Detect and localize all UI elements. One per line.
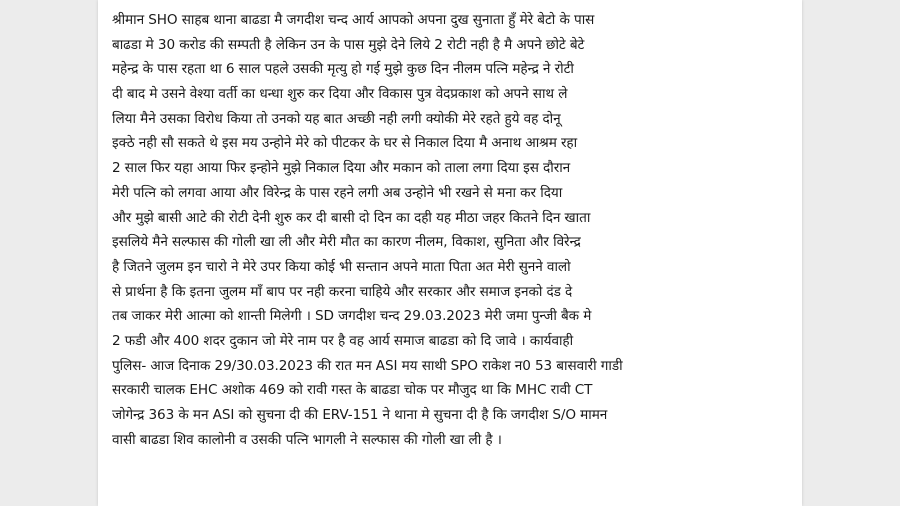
document-page — [98, 0, 802, 506]
document-text — [112, 8, 794, 452]
text-line: लिया मैने उसका विरोध किया तो उनको यह बात अच्छी नही लगी क्योकी मेरे रहते हुये वह दोनू — [112, 110, 561, 127]
text-line: सरकारी चालक EHC अशोक 469 को रावी गस्त के बाढडा चोक पर मौजुद था कि MHC रावी CT — [112, 382, 593, 399]
text-line: से प्रार्थना है कि इतना जुलम माँ बाप पर नही करना चाहिये और सरकार और समाज इनको दंड दे — [112, 283, 573, 300]
text-line: इक्ठे नही सौ सकते थे इस मय उन्होने मेरे को पीटकर के घर से निकाल दिया मै अनाथ आश्रम रहा — [112, 135, 578, 152]
text-line: तब जाकर मेरी आत्मा को शान्ती मिलेगी । SD जगदीश चन्द 29.03.2023 मेरी जमा पुन्जी बैक मे — [112, 308, 592, 325]
text-line: और मुझे बासी आटे की रोटी देनी शुरु कर दी बासी दो दिन का दही यह मीठा जहर कितने दिन खाता — [112, 209, 591, 226]
text-line: 2 फडी और 400 शदर दुकान जो मेरे नाम पर है वह आर्य समाज बाढडा को दि जावे । कार्यवाही — [112, 332, 574, 349]
text-line: इसलिये मैने सल्फास की गोली खा ली और मेरी मौत का कारण नीलम, विकाश, सुनिता और विरेन्द्र — [112, 234, 581, 251]
text-line: जोगेन्द्र 363 के मन ASI को सुचना दी की ERV-151 ने थाना मे सुचना दी है कि जगदीश S/O मामन — [112, 407, 608, 423]
text-line: महेन्द्र के पास रहता था 6 साल पहले उसकी मृत्यु हो गई मुझे कुछ दिन नीलम पत्नि महेन्द्र ने रोटी — [112, 61, 574, 78]
text-line: 2 साल फिर यहा आया फिर इन्होने मुझे निकाल दिया और मकान को ताला लगा दिया इस दौरान — [112, 160, 571, 177]
text-line: श्रीमान SHO साहब थाना बाढडा मै जगदीश चन्द आर्य आपको अपना दुख सुनाता हुँ मेरे बेटो के पास — [112, 12, 595, 28]
text-line: है जितने जुलम इन चारो ने मेरे उपर किया कोई भी सन्तान अपने माता पिता अत मेरी सुनने वालो — [112, 258, 571, 275]
text-line: वासी बाढडा शिव कालोनी व उसकी पत्नि भागली ने सल्फास की गोली खा ली है । — [112, 431, 502, 448]
text-line: पुलिस- आज दिनाक 29/30.03.2023 की रात मन ASI मय साथी SPO राकेश न0 53 बासवारी गाडी — [112, 357, 623, 374]
text-line: मेरी पत्नि को लगवा आया और विरेन्द्र के पास रहने लगी अब उन्होने भी रखने से मना कर दिया — [112, 184, 563, 201]
text-line: बाढडा मे 30 करोड की सम्पती है लेकिन उन के पास मुझे देने लिये 2 रोटी नही है मै अपने छोटे बेटे — [112, 36, 585, 53]
text-line: दी बाद मे उसने वेश्या वर्ती का धन्धा शुरु कर दिया और विकास पुत्र वेदप्रकाश को अपने साथ ले — [112, 86, 568, 103]
